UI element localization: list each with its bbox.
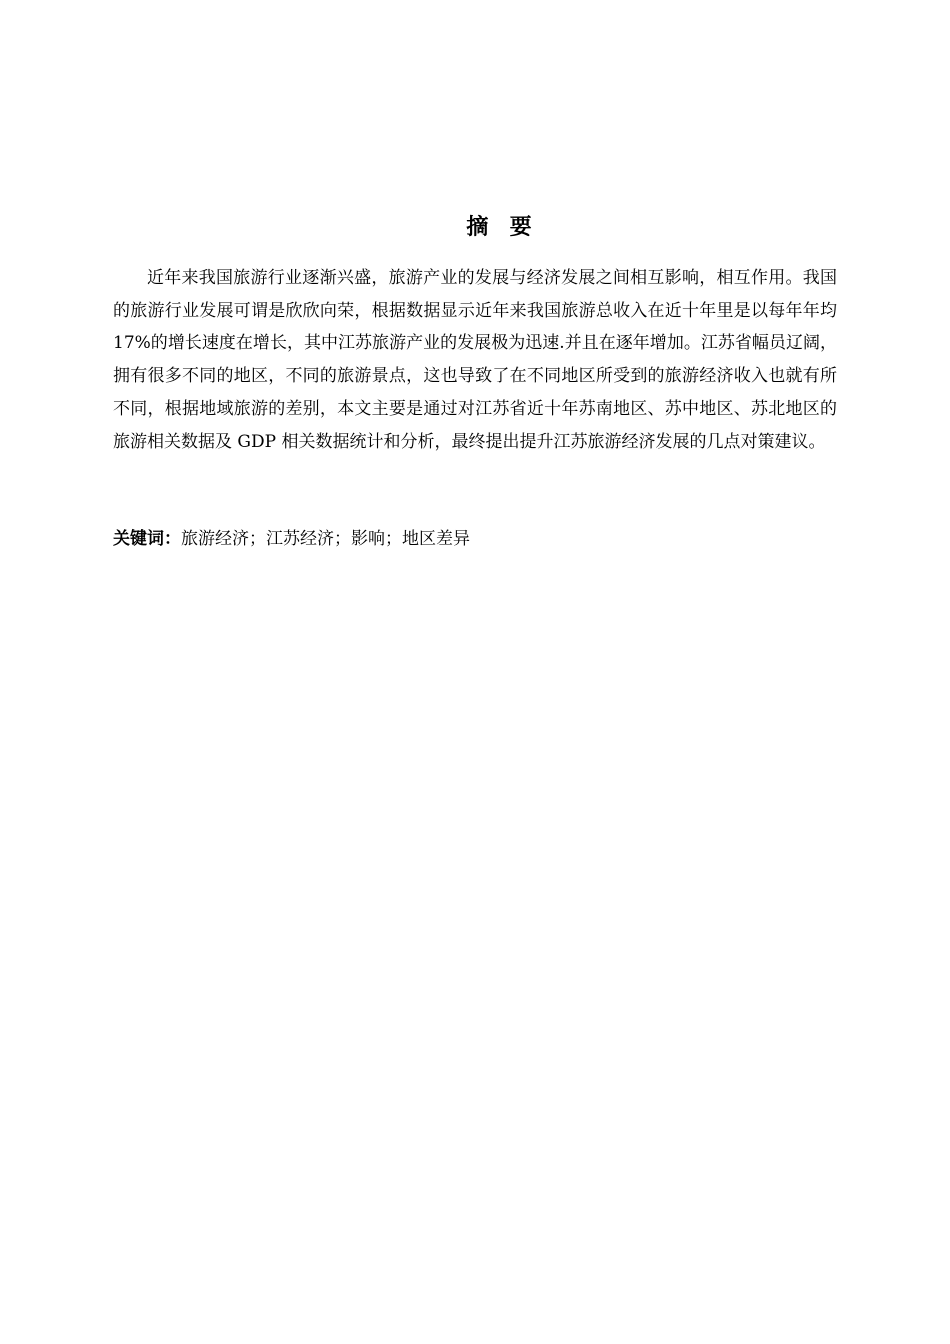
abstract-body: 近年来我国旅游行业逐渐兴盛，旅游产业的发展与经济发展之间相互影响，相互作用。我国的旅游行业发展可谓是欣欣向荣，根据数据显示近年来我国旅游总收入在近十年里是以每年年均17%的增长速度在增长，其中江苏旅游产业的发展极为迅速.并且在逐年增加。江苏省幅员辽阔，拥有很多不同的地区，不同的旅游景点，这也导致了在不同地区所受到的旅游经济收入也就有所不同，根据地域旅游的差别，本文主要是通过对江苏省近十年苏南地区、苏中地区、苏北地区的旅游相关数据及 GDP 相关数据统计和分析，最终提出提升江苏旅游经济发展的几点对策建议。: [113, 268, 837, 452]
keywords-line: [113, 525, 837, 553]
keywords-value: 旅游经济；江苏经济；影响；地区差异: [181, 529, 470, 549]
keywords-label: 关键词：: [113, 529, 181, 549]
abstract-title: 摘 要: [466, 215, 534, 240]
